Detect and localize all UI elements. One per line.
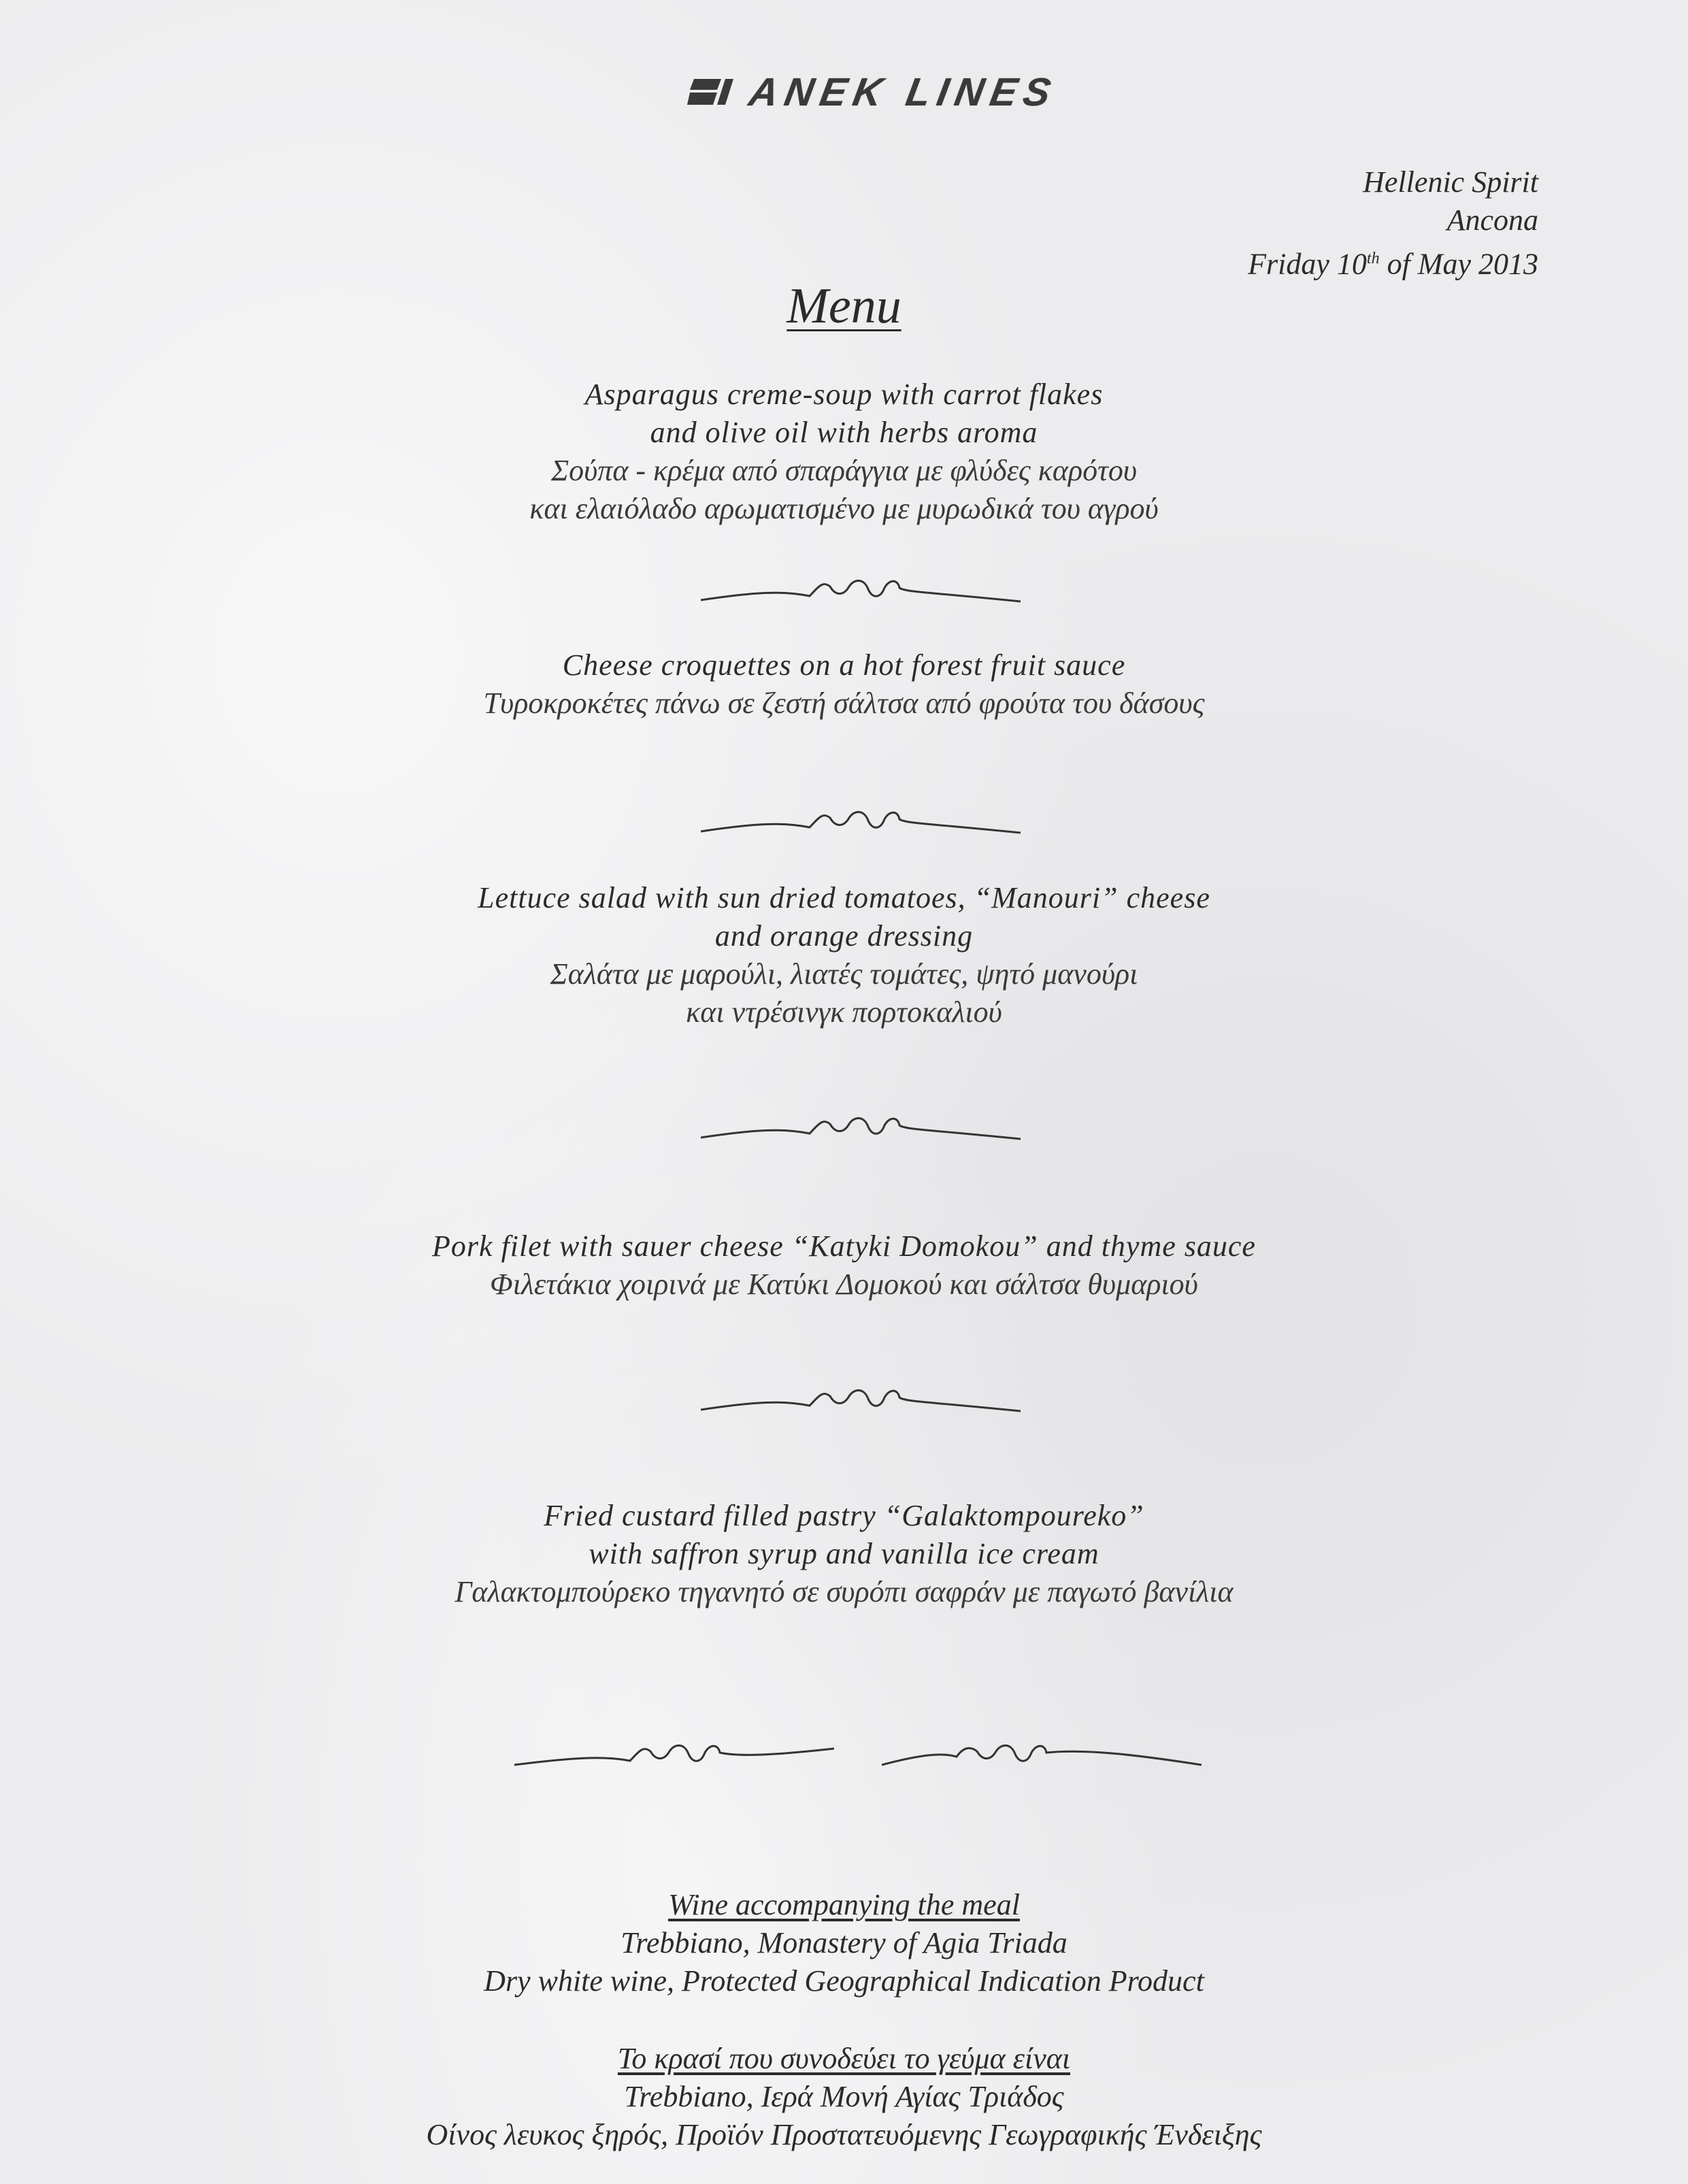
course-1-en-line-2: and olive oil with herbs aroma <box>650 416 1038 449</box>
course-5-en-line-2: with saffron syrup and vanilla ice cream <box>589 1537 1099 1570</box>
course-1 <box>0 376 1688 528</box>
course-2-gr-line-1: Τυροκροκέτες πάνω σε ζεστή σάλτσα από φρούτα του δάσους <box>483 686 1205 720</box>
wine-heading-en: Wine accompanying the meal <box>668 1888 1020 1921</box>
divider-flourish-icon <box>701 803 1021 844</box>
course-3-en-line-2: and orange dressing <box>714 919 974 953</box>
anek-lines-logo <box>687 68 1123 116</box>
wine-description-en: Dry white wine, Protected Geographical Indication Product <box>484 1964 1204 1998</box>
wine-section-gr <box>0 2040 1688 2154</box>
wine-description-gr: Οίνος λευκος ξηρός, Προϊόν Προστατευόμενης Γεωγραφικής Ένδειξης <box>426 2118 1262 2151</box>
course-2-en-line-1: Cheese croquettes on a hot forest fruit sauce <box>562 648 1126 682</box>
course-1-gr-line-1: Σούπα - κρέμα από σπαράγγια με φλύδες καρότου <box>550 454 1138 487</box>
menu-date: Friday 10th of May 2013 <box>1248 247 1538 281</box>
divider-flourish-icon <box>701 1109 1021 1150</box>
course-5-en-line-1: Fried custard filled pastry “Galaktompoureko” <box>544 1499 1144 1532</box>
wine-name-gr: Trebbiano, Ιερά Μονή Αγίας Τριάδος <box>624 2080 1064 2113</box>
port-name: Ancona <box>1446 203 1538 237</box>
course-4-gr-line-1: Φιλετάκια χοιρινά με Κατύκι Δομοκού και σάλτσα θυμαριού <box>490 1268 1198 1301</box>
logo-mark-icon <box>687 78 735 106</box>
divider-flourish-icon <box>701 572 1021 612</box>
menu-title: Menu <box>787 278 901 334</box>
course-3-en-line-1: Lettuce salad with sun dried tomatoes, “Manouri” cheese <box>478 881 1210 914</box>
logo-text: ANEK LINES <box>746 69 1061 114</box>
wine-heading-gr: Το κρασί που συνοδεύει το γεύμα είναι <box>617 2042 1071 2075</box>
course-5-gr-line-1: Γαλακτομπούρεκο τηγανητό σε συρόπι σαφράν με παγωτό βανίλια <box>454 1575 1234 1608</box>
divider-flourish-icon <box>701 1381 1021 1422</box>
divider-flourish-left-icon <box>514 1735 834 1776</box>
wine-section-en <box>0 1886 1688 2000</box>
course-1-gr-line-2: και ελαιόλαδο αρωματισμένο με μυρωδικά του αγρού <box>529 492 1159 525</box>
course-3-gr-line-1: Σαλάτα με μαρούλι, λιατές τομάτες, ψητό μανούρι <box>550 957 1138 991</box>
ship-name: Hellenic Spirit <box>1363 165 1538 199</box>
course-2 <box>0 646 1688 723</box>
course-5 <box>0 1497 1688 1611</box>
voyage-info <box>1248 163 1538 284</box>
course-1-en-line-1: Asparagus creme-soup with carrot flakes <box>584 378 1104 411</box>
wine-name-en: Trebbiano, Monastery of Agia Triada <box>620 1926 1068 1959</box>
divider-flourish-right-icon <box>882 1735 1202 1776</box>
course-3 <box>0 879 1688 1031</box>
course-4-en-line-1: Pork filet with sauer cheese “Katyki Domokou” and thyme sauce <box>432 1229 1256 1263</box>
course-3-gr-line-2: και ντρέσινγκ πορτοκαλιού <box>686 995 1002 1029</box>
course-4 <box>0 1227 1688 1304</box>
